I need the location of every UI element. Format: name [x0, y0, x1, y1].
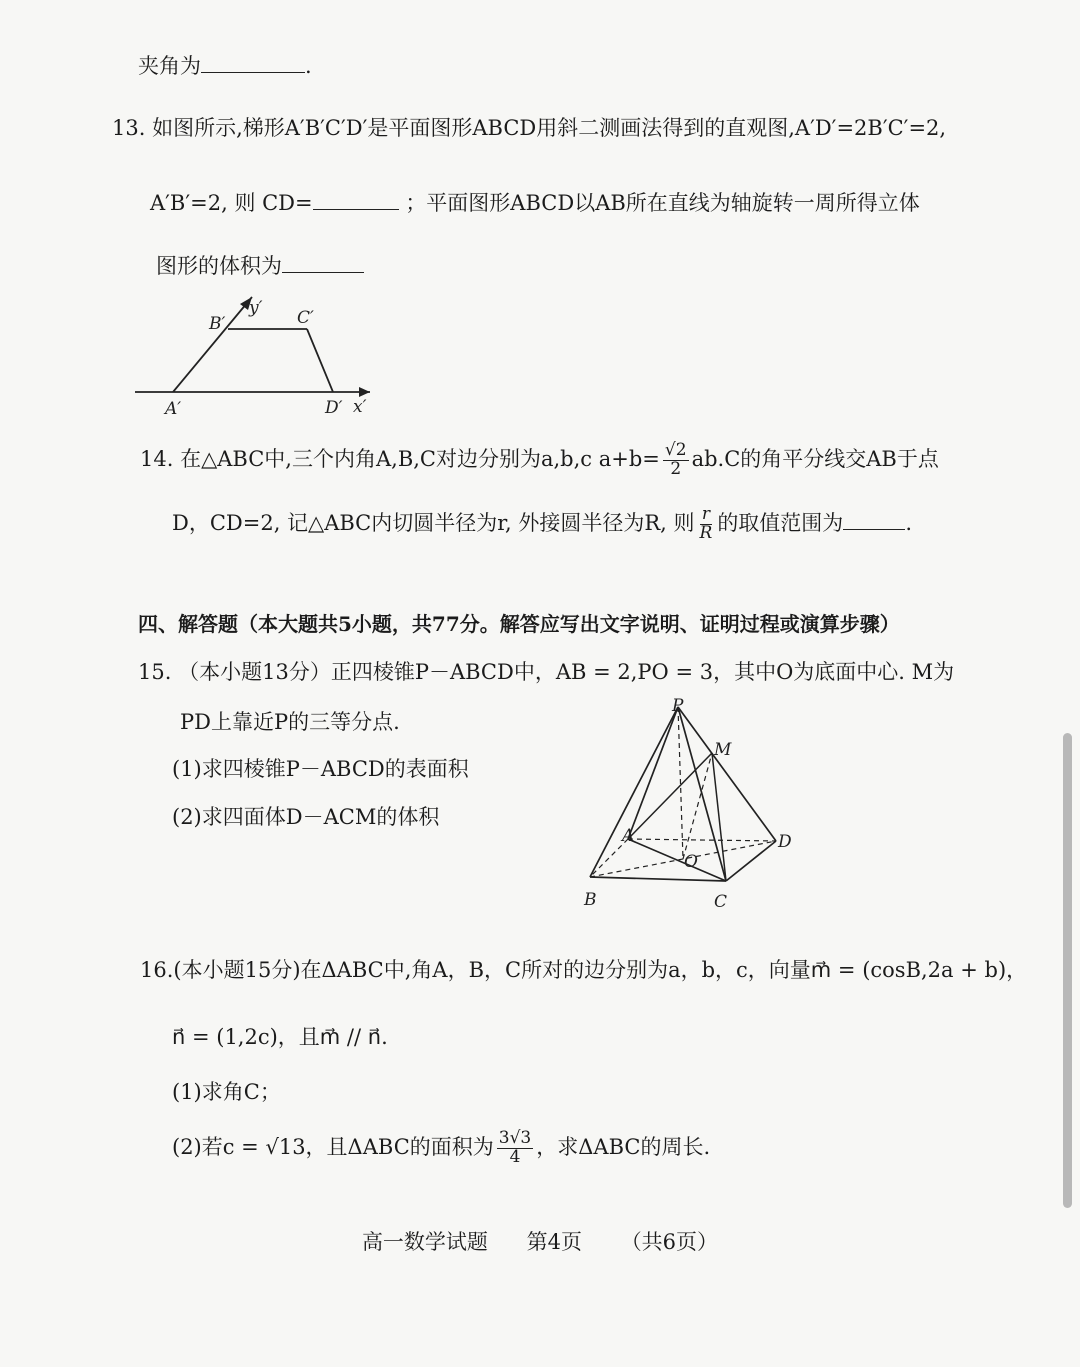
segment-MA	[628, 753, 712, 839]
edge-PB	[590, 707, 678, 877]
q16-text-1: (本小题15分)在ΔABC中,角A，B，C所对的边分别为a，b，c，向量m⃗ = (cosB,2a + b)，	[173, 958, 1028, 982]
q15-line2: PD上靠近P的三等分点.	[180, 710, 400, 734]
label-y: y′	[249, 298, 263, 318]
footer-total-pages: （共6页）	[620, 1230, 719, 1254]
fraction-denominator: R	[699, 522, 713, 543]
fraction-r-over-R	[698, 506, 715, 543]
answer-blank	[313, 187, 399, 210]
label-B: B′	[209, 314, 226, 334]
q15-part1: (1)求四棱锥P－ABCD的表面积	[172, 757, 469, 781]
edge-CD	[726, 841, 776, 881]
q13-line2	[150, 187, 920, 216]
footer-page-number: 第4页	[526, 1230, 582, 1254]
q16-part1: (1)求角C；	[172, 1080, 281, 1104]
q13-text-2a: A′B′=2, 则 CD=	[150, 191, 313, 216]
segment-AC	[628, 839, 726, 881]
trapezoid-figure	[125, 293, 385, 421]
q16-text-2a: (2)若c = √13，且ΔABC的面积为	[172, 1134, 494, 1159]
question-number: 15.	[138, 660, 172, 684]
answer-blank	[282, 250, 364, 273]
answer-blank	[201, 50, 305, 73]
scrollbar-thumb[interactable]	[1063, 733, 1072, 1208]
edge-BC	[590, 877, 726, 881]
q16-text-2b: ，求ΔABC的周长.	[536, 1134, 711, 1159]
q13-text-1: 如图所示,梯形A′B′C′D′是平面图形ABCD用斜二测画法得到的直观图,A′D′=2B′C′=2,	[152, 116, 947, 140]
label-C: C	[714, 892, 728, 912]
q15-part2: (2)求四面体D－ACM的体积	[172, 805, 440, 829]
q16-line1	[140, 958, 1027, 983]
section-heading: 四、解答题（本大题共5小题，共77分。解答应写出文字说明、证明过程或演算步骤）	[138, 612, 900, 636]
edge-AD	[628, 839, 776, 841]
q13-text-3: 图形的体积为	[156, 254, 282, 279]
label-M: M	[714, 740, 732, 760]
q14-text-2b: 的取值范围为	[717, 510, 844, 535]
q13-line3	[156, 250, 364, 279]
q14-text-1b: ab.C的角平分线交AB于点	[691, 446, 939, 471]
fraction-numerator: √2	[664, 440, 687, 460]
page-footer	[0, 1226, 1080, 1256]
edge-PA	[628, 707, 678, 839]
answer-blank	[843, 507, 905, 530]
q12-tail	[138, 50, 312, 79]
edge-PD	[678, 707, 776, 841]
q16-line2: n⃗ = (1,2c)，且m⃗ // n⃗.	[172, 1025, 388, 1049]
trapezoid-right-edge	[307, 329, 333, 392]
question-number: 14.	[140, 446, 174, 471]
footer-title: 高一数学试题	[361, 1230, 488, 1254]
question-number: 13.	[112, 116, 146, 140]
label-x: x′	[353, 397, 367, 417]
fraction-sqrt2-over-2	[663, 442, 689, 479]
label-O: O	[684, 852, 698, 872]
label-D: D′	[325, 398, 343, 418]
pyramid-figure	[580, 695, 800, 915]
label-B: B	[584, 890, 597, 910]
q15-line1	[138, 660, 954, 685]
label-D: D	[778, 832, 792, 852]
label-A: A	[622, 826, 635, 846]
q14-line2	[172, 506, 912, 543]
q14-text-1a: 在△ABC中,三个内角A,B,C对边分别为a,b,c a+b=	[180, 446, 660, 471]
q14-line1	[140, 442, 939, 479]
fraction-numerator: 3√3	[498, 1128, 532, 1148]
label-P: P	[672, 696, 684, 716]
q13-line1	[112, 116, 946, 141]
q15-text-1: （本小题13分）正四棱锥P－ABCD中，AB = 2,PO = 3，其中O为底面中心. M为	[178, 660, 955, 684]
y-axis	[173, 297, 252, 392]
q14-text-2c: .	[905, 510, 912, 535]
q12-tail-end: .	[305, 54, 312, 79]
segment-MC	[712, 753, 726, 881]
x-axis-arrow	[359, 387, 370, 397]
q16-part2	[172, 1130, 710, 1167]
fraction-3sqrt3-over-4	[497, 1130, 533, 1167]
q14-text-2a: D，CD=2, 记△ABC内切圆半径为r, 外接圆半径为R, 则	[172, 510, 695, 535]
label-A: A′	[165, 399, 182, 419]
fraction-denominator: 4	[509, 1146, 521, 1167]
fraction-numerator: r	[701, 504, 710, 524]
question-number: 16.	[140, 958, 174, 982]
fraction-denominator: 2	[670, 458, 682, 479]
label-C: C′	[297, 308, 314, 328]
q13-text-2b: ；平面图形ABCD以AB所在直线为轴旋转一周所得立体	[405, 191, 920, 216]
q12-tail-text: 夹角为	[138, 54, 201, 79]
